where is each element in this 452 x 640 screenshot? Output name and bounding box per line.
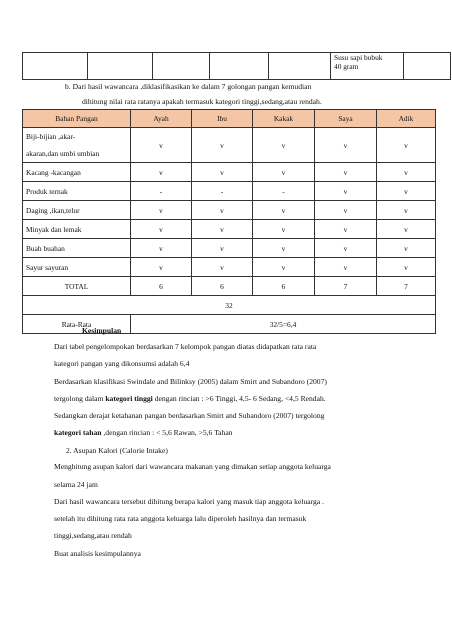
conclusion-heading: Kesimpulan [82, 326, 122, 335]
fragment-cell [210, 53, 269, 80]
previous-table-fragment [22, 52, 451, 80]
header-bahan-pangan: Bahan Pangan [23, 110, 131, 128]
conclusion-text: ,dengan rincian : < 5,6 Rawan, >5,6 Tahan [101, 428, 233, 437]
row-label: Daging ,ikan,telur [23, 201, 131, 220]
header-saya: Saya [315, 110, 377, 128]
conclusion-text: kategori pangan yang dikonsumsi adalah 6,4 [54, 359, 190, 368]
grand-total-value: 32 [23, 296, 436, 315]
table-row [23, 239, 436, 258]
row-label: Sayur sayuran [23, 258, 131, 277]
table-row [23, 128, 436, 163]
conclusion-text: Sedangkan derajat ketahanan pangan berdasarkan Smirt and Subandoro (2007) tergolong [54, 411, 325, 420]
cell-value: v [253, 163, 315, 182]
table-header-row [23, 110, 436, 128]
fragment-cell [404, 53, 451, 80]
fragment-cell [269, 53, 331, 80]
average-label: Rata-Rata [23, 315, 131, 334]
table-row [23, 163, 436, 182]
cell-value: v [315, 128, 377, 163]
section-text: setelah itu dihitung rata rata anggota keluarga lalu diperoleh hasilnya dan termasuk [54, 514, 307, 523]
header-ibu: Ibu [192, 110, 253, 128]
section-text: Buat analisis kesimpulannya [54, 549, 141, 558]
section-title: 2. Asupan Kalori (Calorie Intake) [66, 446, 168, 455]
cell-value: v [377, 163, 436, 182]
average-value: 32/5=6,4 [131, 315, 436, 334]
table-row [23, 201, 436, 220]
conclusion-text: Berdasarkan klasifikasi Swindale and Bilinksy (2005) dalam Smirt and Subandoro (2007) [54, 377, 327, 386]
total-value: 6 [253, 277, 315, 296]
item-b-text: b. Dari hasil wawancara ,diklasifikasikan ke dalam 7 golongan pangan kemudian [65, 82, 312, 91]
row-label: Minyak dan lemak [23, 220, 131, 239]
cell-value: v [192, 163, 253, 182]
row-label [23, 128, 131, 163]
cell-value: v [377, 239, 436, 258]
cell-value: - [131, 182, 192, 201]
fragment-food-amount: 40 gram [334, 62, 359, 71]
fragment-cell [23, 53, 88, 80]
section-text: Menghitung asupan kalori dari wawancara makanan yang dimakan setiap anggota keluarga [54, 462, 331, 471]
cell-value: v [192, 239, 253, 258]
header-kakak: Kakak [253, 110, 315, 128]
cell-value: v [192, 258, 253, 277]
header-ayah: Ayah [131, 110, 192, 128]
cell-value: v [315, 163, 377, 182]
fragment-food-name: Susu sapi bubuk [334, 53, 383, 62]
grand-total-row [23, 296, 436, 315]
category-secure: kategori tahan [54, 428, 102, 437]
cell-value: v [315, 239, 377, 258]
cell-value: v [131, 201, 192, 220]
total-value: 6 [192, 277, 253, 296]
cell-value: v [315, 220, 377, 239]
conclusion-text: dengan rincian : >6 Tinggi, 4,5- 6 Sedang, <4,5 Rendah. [152, 394, 326, 403]
cell-value: v [253, 239, 315, 258]
section-text: tinggi,sedang,atau rendah [54, 531, 132, 540]
conclusion-text: tergolong dalam [54, 394, 106, 403]
section-text: Dari hasil wawancara tersebut dihitung berapa kalori yang masuk tiap anggota keluarga . [54, 497, 324, 506]
row-label: Kacang -kacangan [23, 163, 131, 182]
total-row [23, 277, 436, 296]
cell-value: v [377, 128, 436, 163]
cell-value: v [253, 201, 315, 220]
conclusion-text-line [54, 428, 233, 437]
row-label-line: akaran,dan umbi umbian [26, 149, 100, 158]
cell-value: v [315, 258, 377, 277]
cell-value: v [131, 258, 192, 277]
cell-value: v [131, 220, 192, 239]
fragment-cell-food [331, 53, 404, 80]
table-row [23, 220, 436, 239]
cell-value: v [131, 163, 192, 182]
table-row [23, 182, 436, 201]
cell-value: - [192, 182, 253, 201]
total-value: 6 [131, 277, 192, 296]
total-value: 7 [315, 277, 377, 296]
cell-value: v [131, 128, 192, 163]
cell-value: v [131, 239, 192, 258]
row-label: Produk ternak [23, 182, 131, 201]
cell-value: v [377, 220, 436, 239]
cell-value: v [377, 182, 436, 201]
header-adik: Adik [377, 110, 436, 128]
table-row [23, 258, 436, 277]
fragment-cell [88, 53, 153, 80]
cell-value: v [377, 201, 436, 220]
item-b-continuation: dihitung nilai rata ratanya apakah termasuk kategori tinggi,sedang,atau rendah. [82, 97, 322, 106]
cell-value: v [192, 201, 253, 220]
cell-value: v [377, 258, 436, 277]
cell-value: v [192, 220, 253, 239]
row-label-line: Biji-bijian ,akar- [26, 132, 76, 141]
cell-value: v [315, 182, 377, 201]
cell-value: v [253, 128, 315, 163]
section-text: selama 24 jam [54, 480, 98, 489]
fragment-cell [153, 53, 210, 80]
cell-value: v [253, 258, 315, 277]
category-high: kategori tinggi [105, 394, 153, 403]
total-label: TOTAL [23, 277, 131, 296]
cell-value: - [253, 182, 315, 201]
cell-value: v [315, 201, 377, 220]
total-value: 7 [377, 277, 436, 296]
conclusion-text-line [54, 394, 326, 403]
conclusion-text: Dari tabel pengelompokan berdasarkan 7 kelompok pangan diatas didapatkan rata rata [54, 342, 317, 351]
cell-value: v [253, 220, 315, 239]
food-group-table [22, 109, 436, 334]
cell-value: v [192, 128, 253, 163]
row-label: Buah buahan [23, 239, 131, 258]
